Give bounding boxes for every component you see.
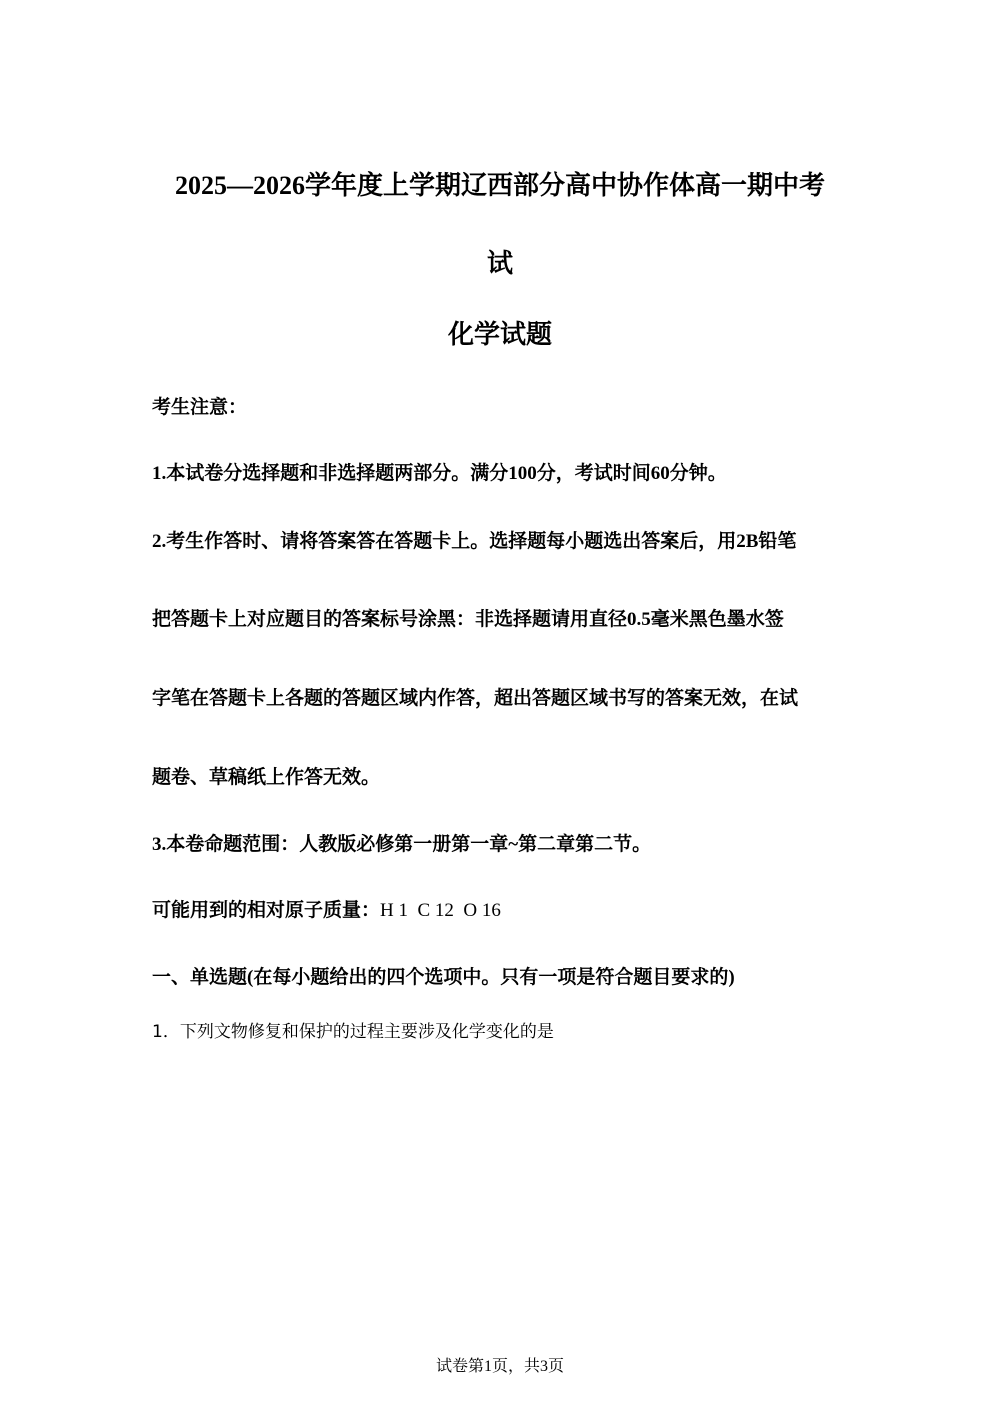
notice-item-2-line-4: 题卷、草稿纸上作答无效。 [152,767,381,788]
atomic-mass-line [152,901,501,920]
notice-heading: 考生注意： [152,397,248,418]
notice-item-3: 3.本卷命题范围：人教版必修第一册第一章~第二章第二节。 [152,834,652,855]
page-footer: 试卷第1页，共3页 [435,1358,564,1375]
notice-item-2-line-3: 字笔在答题卡上各题的答题区域内作答，超出答题区域书写的答案无效，在试 [152,688,799,709]
exam-title-line-2: 试 [486,249,513,278]
atomic-mass-values: H 1 C 12 O 16 [380,900,501,921]
exam-title-line-1: 2025—2026学年度上学期辽西部分高中协作体高一期中考 [174,171,825,200]
notice-item-2-line-1: 2.考生作答时、请将答案答在答题卡上。选择题每小题选出答案后，用2B铅笔 [152,531,797,552]
notice-item-1: 1.本试卷分选择题和非选择题两部分。满分100分，考试时间60分钟。 [152,463,727,484]
exam-subtitle: 化学试题 [447,320,552,349]
notice-item-2-line-2: 把答题卡上对应题目的答案标号涂黑：非选择题请用直径0.5毫米黑色墨水签 [152,609,784,630]
section-heading: 一、单选题(在每小题给出的四个选项中。只有一项是符合题目要求的) [152,967,735,988]
question-1-stem: 1．下列文物修复和保护的过程主要涉及化学变化的是 [152,1022,554,1042]
atomic-mass-label: 可能用到的相对原子质量： [152,900,381,921]
